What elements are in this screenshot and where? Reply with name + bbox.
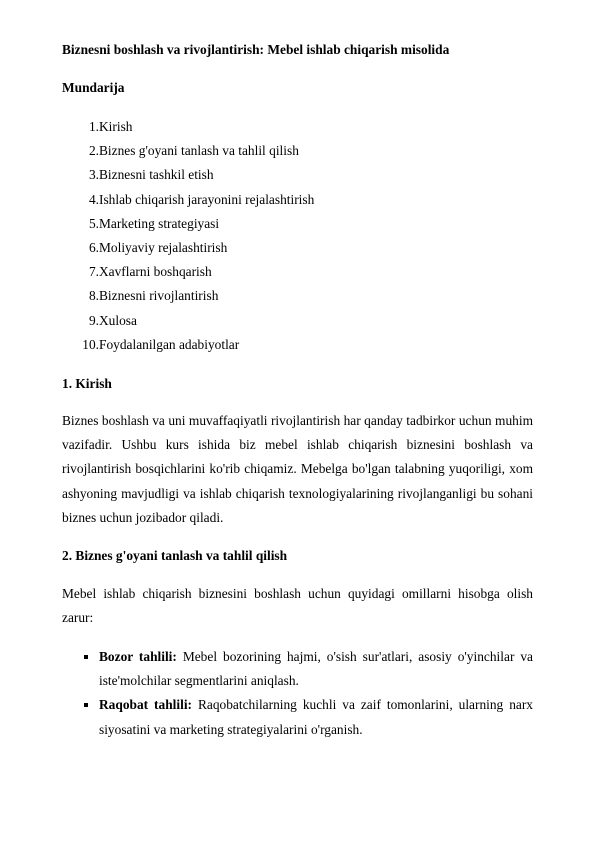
toc-item-label: Biznesni tashkil etish (99, 167, 214, 183)
toc-item (62, 142, 314, 166)
toc-item-label: Biznesni rivojlantirish (99, 288, 219, 304)
toc-item (62, 166, 314, 190)
section-paragraph-biznes-goya: Mebel ishlab chiqarish biznesini boshlash uchun quyidagi omillarni hisobga olish zarur: (62, 586, 533, 626)
toc-item (62, 287, 314, 311)
bullet-text: Mebel bozorining hajmi, o'sish sur'atlari, asosiy o'yinchilar va iste'molchilar segmentlarini aniqlash. (99, 649, 533, 689)
toc-item-number: 5. (88, 215, 99, 231)
toc-item-number: 7. (88, 264, 99, 280)
bullet-marker (84, 655, 88, 659)
bullet-term: Raqobat tahlili: (99, 697, 193, 713)
toc-item (62, 215, 314, 239)
toc-item-number: 4. (88, 191, 99, 207)
toc-item (62, 191, 314, 215)
toc-item-number: 8. (88, 288, 99, 304)
toc-item-label: Foydalanilgan adabiyotlar (99, 336, 240, 352)
toc-item-label: Moliyaviy rejalashtirish (99, 239, 228, 255)
bullet-marker (84, 703, 88, 707)
toc-item-number: 10. (82, 336, 99, 352)
toc-item (62, 263, 314, 287)
toc-item-label: Xavflarni boshqarish (99, 264, 212, 280)
table-of-contents (62, 118, 314, 360)
toc-item-number: 3. (88, 167, 99, 183)
toc-item (62, 239, 314, 263)
toc-item-label: Marketing strategiyasi (99, 215, 220, 231)
section-heading-kirish: 1. Kirish (62, 376, 112, 391)
toc-item (62, 336, 314, 360)
toc-item-label: Ishlab chiqarish jarayonini rejalashtirish (99, 191, 315, 207)
bullet-list (62, 645, 533, 742)
toc-item-number: 9. (88, 312, 99, 328)
toc-item-number: 6. (88, 239, 99, 255)
section-heading-biznes-goya: 2. Biznes g'oyani tanlash va tahlil qilish (62, 548, 288, 563)
bullet-term: Bozor tahlili: (99, 649, 177, 664)
toc-heading: Mundarija (62, 80, 125, 95)
bullet-item (62, 693, 533, 741)
toc-item-number: 1. (88, 119, 99, 134)
toc-item-label: Biznes g'oyani tanlash va tahlil qilish (99, 143, 299, 159)
bullet-item (62, 645, 533, 693)
toc-item-label: Xulosa (99, 312, 137, 328)
toc-item (62, 312, 314, 336)
section-paragraph-kirish: Biznes boshlash va uni muvaffaqiyatli rivojlantirish har qanday tadbirkor uchun muhim vazifadir. Ushbu kurs ishida biz mebel ishlab chiqarish biznesini boshlash va rivojlantirish bosqichlarini ko'rib chiqamiz. Mebelga bo'lgan talabning yuqoriligi, xom ashyoning mavjudligi va ishlab chiqarish texnologiyalarining rivojlanganligi bu sohani biznes uchun jozibador qiladi. (62, 413, 533, 525)
document-title: Biznesni boshlash va rivojlantirish: Mebel ishlab chiqarish misolida (62, 42, 450, 57)
bullet-text: Raqobatchilarning kuchli va zaif tomonlarini, ularning narx siyosatini va marketing strategiyalarini o'rganish. (99, 697, 533, 737)
toc-item (62, 118, 314, 142)
toc-item-number: 2. (88, 143, 99, 159)
toc-item-label: Kirish (99, 119, 133, 134)
